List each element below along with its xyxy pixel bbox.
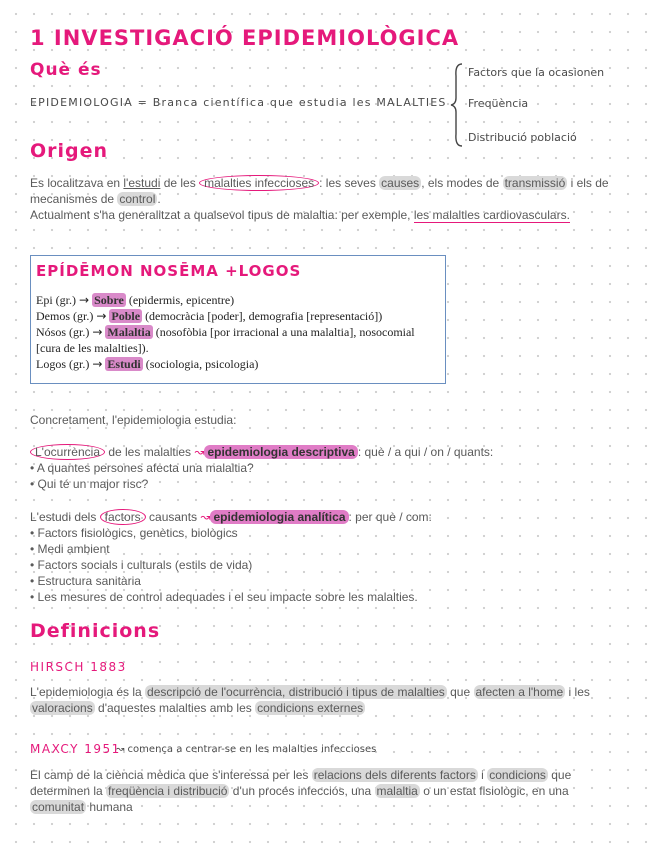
maxcy-label: MAXCY 1951: [30, 742, 121, 756]
list-item: • Medi ambient: [30, 541, 630, 557]
list-item: • Estructura sanitària: [30, 573, 630, 589]
hirsch-definition: L'epidemiologia és la descripció de l'ocurrència, distribució i tipus de malalties que afecten a l'home i les valoracions d'aquestes malalties amb les condicions externes: [30, 685, 590, 715]
maxcy-definition: El camp de la ciència mèdica que s'interessa per les relacions dels diferents factors i condicions que determinen la freqüència i distribució d'un procés infecciós, una malaltia o un estat fisiològic, en una comunitat humana: [30, 768, 572, 814]
brace-icon: [450, 62, 464, 148]
estudia-intro: Concretament, l'epidemiologia estudia:: [30, 413, 237, 427]
descriptiva-block: L'ocurrència de les malalties ↝ epidemiologia descriptiva : què / a qui / on / quants: • A quantes persones afecta una malaltia? • Qui té un major risc?: [30, 444, 630, 492]
etymology-line: Epi (gr.) → Sobre (epidermis, epicentre): [36, 293, 235, 307]
list-item: • Les mesures de control adequades i el seu impacte sobre les malalties.: [30, 589, 630, 605]
que-es-heading: Què és: [30, 60, 102, 80]
epidemiologia-definition: EPIDEMIOLOGIA = Branca científica que estudia les MALALTIES: [30, 96, 447, 109]
origen-heading: Origen: [30, 140, 109, 162]
list-item: • Qui té un major risc?: [30, 476, 630, 492]
analitica-block: L'estudi dels factors causants ↝ epidemiologia analítica : per què / com: • Factors fisiològics, genètics, biològics • Medi ambient • Factors socials i culturals (estils de vida) • Estructura sanitària • Les mesures de control adequades i el seu impacte sobre les malalties.: [30, 509, 630, 605]
definicions-heading: Definicions: [30, 620, 161, 642]
etymology-line: [cura de les malalties]).: [36, 341, 149, 355]
etymology-line: Nósos (gr.) → Malaltia (nosofòbia [por irracional a una malaltia], nosocomial: [36, 325, 415, 339]
etymology-heading: EPÍDĒMON NOSĒMA +LOGOS: [36, 262, 302, 280]
factor-item: Distribució població: [468, 131, 577, 144]
etymology-line: Demos (gr.) → Poble (democràcia [poder], demografia [representació]): [36, 309, 383, 323]
maxcy-note: ↝ comença a centrar-se en les malalties infeccioses: [116, 744, 377, 755]
factor-item: Factors que la ocasionen: [468, 66, 605, 79]
etymology-line: Logos (gr.) → Estudi (sociologia, psicologia): [36, 357, 259, 371]
origen-paragraph: Es localitzava en l'estudi de les malalties infeccioses : les seves causes , els modes de transmissió i els de mecanismes de control . Actualment s'ha generalitzat a qualsevol tipus de malaltia: per exemple, les malalties cardiovasculars.: [30, 176, 609, 222]
etymology-box: [30, 255, 446, 384]
list-item: • A quantes persones afecta una malaltia?: [30, 460, 630, 476]
list-item: • Factors socials i culturals (estils de vida): [30, 557, 630, 573]
hirsch-label: HIRSCH 1883: [30, 660, 127, 674]
factor-item: Freqüència: [468, 97, 529, 110]
list-item: • Factors fisiològics, genètics, biològics: [30, 525, 630, 541]
page-title: 1 INVESTIGACIÓ EPIDEMIOLÒGICA: [30, 26, 460, 50]
